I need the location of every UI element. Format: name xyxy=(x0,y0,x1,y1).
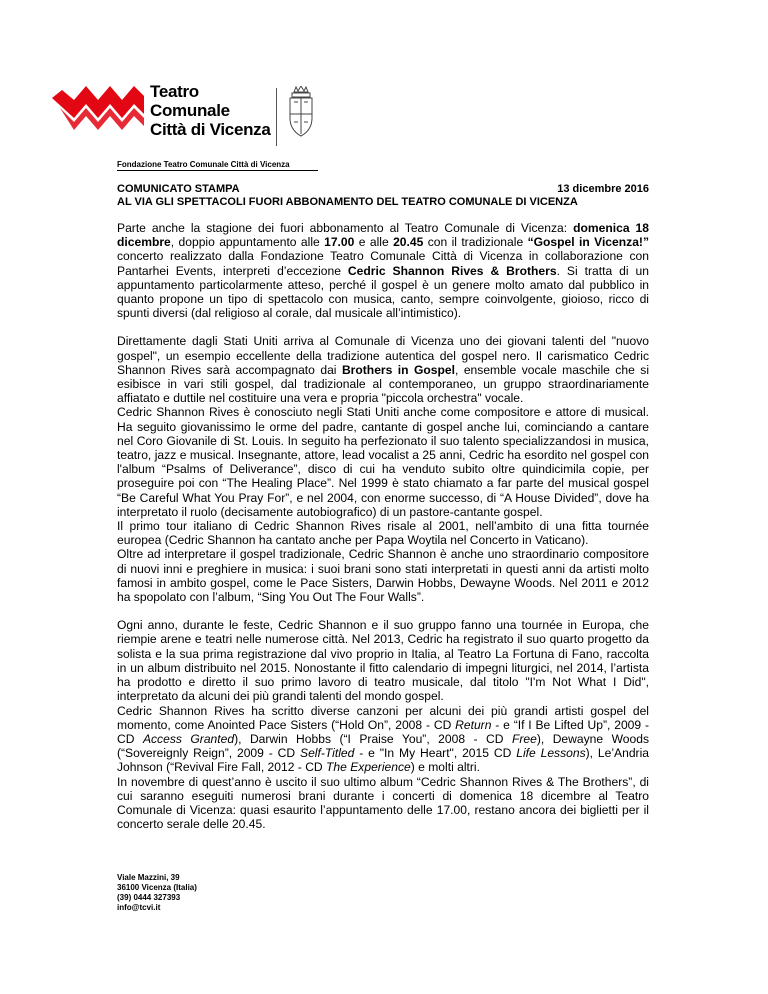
paragraph-intro: Parte anche la stagione dei fuori abbonamento al Teatro Comunale di Vicenza: domenica 18 dicembre, doppio appuntamento alle 17.00 e alle 20.45 con il tradizionale “Gospel in Vicenza!” concerto realizzato dalla Fondazione Teatro Comunale Città di Vicenza in collaborazione con Pantarhei Events, interpreti d’eccezione Cedric Shannon Rives & Brothers. Si tratta di un appuntamento particolarmente atteso, perché il gospel è un genere molto amato dal pubblico in quanto propone un tipo di spettacolo con musica, canto, sempre coinvolgente, gioioso, ricco di spunti diversi (dal religioso al corale, dal musicale all’intimistico). xyxy=(117,221,650,321)
foundation-rule xyxy=(117,170,318,171)
brand-line: Città di Vicenza xyxy=(150,120,271,139)
foundation-name: Fondazione Teatro Comunale Città di Vicenza xyxy=(117,160,290,169)
theatre-logo-icon xyxy=(52,84,144,134)
press-heading xyxy=(117,183,649,209)
address-city: 36100 Vicenza (Italia) xyxy=(117,883,197,892)
paragraph-career: Ogni anno, durante le feste, Cedric Shannon e il suo gruppo fanno una tournée in Europa, che riempie arene e teatri nelle numerose città. Nel 2013, Cedric ha registrato il suo quarto progetto da solista e la sua prima registrazione dal vivo proprio in Italia, al Teatro La Fortuna di Fano, raccolta in un album distribuito nel 2015. Nonostante il fitto calendario di impegni liturgici, nel 2014, l’artista ha prodotto e diretto il suo primo lavoro di teatro musicale, dal titolo "I'm Not What I Did", interpretato da alcuni dei più grandi talenti del mondo gospel. Cedric Shannon Rives ha scritto diverse canzoni per alcuni dei più grandi artisti gospel del momento, come Anointed Pace Sisters (“Hold On”, 2008 - CD Return - e “If I Be Lifted Up”, 2009 - CD Access Granted), Darwin Hobbs (“I Praise You”, 2008 - CD Free), Dewayne Woods (“Sovereignly Reign”, 2009 - CD Self-Titled - e "In My Heart", 2015 CD Life Lessons), Le’Andria Johnson (“Revival Fire Fall, 2012 - CD The Experience) e molti altri. In novembre di quest’anno è uscito il suo ultimo album “Cedric Shannon Rives & The Brothers”, di cui saranno eseguiti numerosi brani durante i concerti di domenica 18 dicembre al Teatro Comunale di Vicenza: quasi esaurito l’appuntamento delle 17.00, restano ancora dei biglietti per il concerto serale delle 20.45. xyxy=(117,618,650,832)
address-street: Viale Mazzini, 39 xyxy=(117,873,180,882)
city-crest-icon xyxy=(286,86,316,142)
press-headline: AL VIA GLI SPETTACOLI FUORI ABBONAMENTO DEL TEATRO COMUNALE DI VICENZA xyxy=(117,196,578,208)
brand-line: Teatro xyxy=(150,82,199,101)
press-date: 13 dicembre 2016 xyxy=(557,183,649,195)
brand-name xyxy=(150,82,271,139)
paragraph-artist: Direttamente dagli Stati Uniti arriva al Comunale di Vicenza uno dei giovani talenti del "nuovo gospel", un esempio eccellente della tradizione autentica del gospel nero. Il carismatico Cedric Shannon Rives sarà accompagnato dai Brothers in Gospel, ensemble vocale maschile che si esibisce in vari stili gospel, dal tradizionale al contemporaneo, un gruppo straordinariamente affiatato e duttile nel costituire una vera e propria "piccola orchestra" vocale. Cedric Shannon Rives è conosciuto negli Stati Uniti anche come compositore e attore di musical. Ha seguito giovanissimo le orme del padre, cantante di gospel anche lui, cominciando a cantare nel Coro Giovanile di St. Louis. In seguito ha perfezionato il suo talento specializzandosi in musica, teatro, jazz e musical. Insegnante, attore, lead vocalist a 25 anni, Cedric ha esordito nel gospel con l'album “Psalms of Deliverance”, disco di cui ha venduto subito oltre quindicimila copie, per proseguire poi con “The Healing Place”. Nel 1999 è stato chiamato a far parte del musical gospel “Be Careful What You Pray For”, e nel 2004, con enorme successo, di “A House Divided”, dove ha interpretato il ruolo (decisamente autobiografico) di un pastore-cantante gospel. Il primo tour italiano di Cedric Shannon Rives risale al 2001, nell’ambito di una fitta tournée europea (Cedric Shannon ha cantato anche per Papa Woytila nel Concerto in Vaticano). Oltre ad interpretare il gospel tradizionale, Cedric Shannon è anche uno straordinario compositore di nuovi inni e preghiere in musica: i suoi brani sono stati interpretati in questi anni da artisti molto famosi in ambito gospel, come le Pace Sisters, Darwin Hobbs, Dewayne Woods. Nel 2011 e 2012 ha spopolato con l’album, “Sing You Out The Four Walls”. xyxy=(117,334,649,605)
address-footer xyxy=(117,873,197,913)
press-release-label: COMUNICATO STAMPA xyxy=(117,183,240,195)
phone-number: (39) 0444 327393 xyxy=(117,893,181,902)
header-divider xyxy=(276,88,277,146)
press-body xyxy=(117,221,649,831)
brand-line: Comunale xyxy=(150,101,230,120)
email-address[interactable]: info@tcvi.it xyxy=(117,903,161,912)
letterhead xyxy=(52,76,452,156)
